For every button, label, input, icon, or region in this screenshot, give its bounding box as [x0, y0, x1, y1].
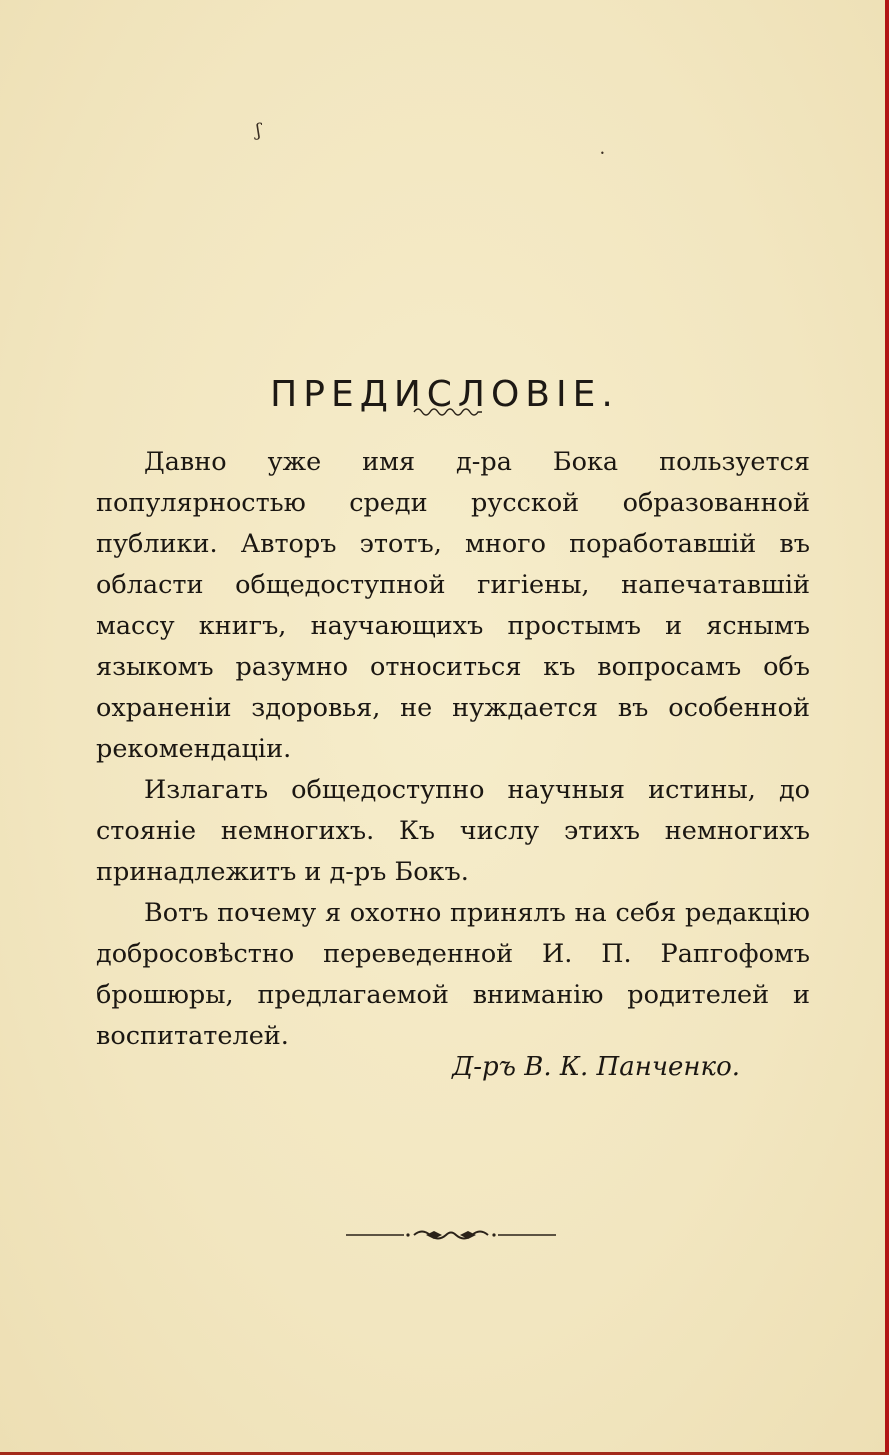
preface-paragraph-1: Давно уже имя д-ра Бока пользуется популярностью среди русской образованной публики. Авторъ этотъ, много поработавшій въ области общедоступной гигіены, напечатавшій массу книгъ, научающихъ простымъ и яснымъ языкомъ разумно относиться къ вопросамъ объ охраненіи здоровья, не нуждается въ особенной рекомендаціи.	[96, 447, 810, 764]
preface-paragraph-3: Вотъ почему я охотно принялъ на себя редакцію добросовѣстно переведенной И. П. Рапгофомъ брошюры, предлагаемой вниманію родителей и воспитателей.	[96, 898, 810, 1051]
page-title: ПРЕДИСЛОВІЕ.	[270, 374, 619, 416]
page-edge-right	[885, 0, 889, 1455]
preface-paragraph-2: Излагать общедоступно научныя истины, до стояніе немногихъ. Къ числу этихъ немногихъ принадлежитъ и д-ръ Бокъ.	[96, 775, 810, 887]
author-signature: Д-ръ В. К. Панченко.	[452, 1052, 740, 1082]
ink-speck-mark: ʃ	[256, 120, 261, 141]
title-flourish-ornament	[412, 404, 484, 418]
end-flourish-ornament	[346, 1226, 556, 1244]
ink-dot-mark: •	[600, 149, 605, 158]
preface-body	[96, 442, 810, 1057]
